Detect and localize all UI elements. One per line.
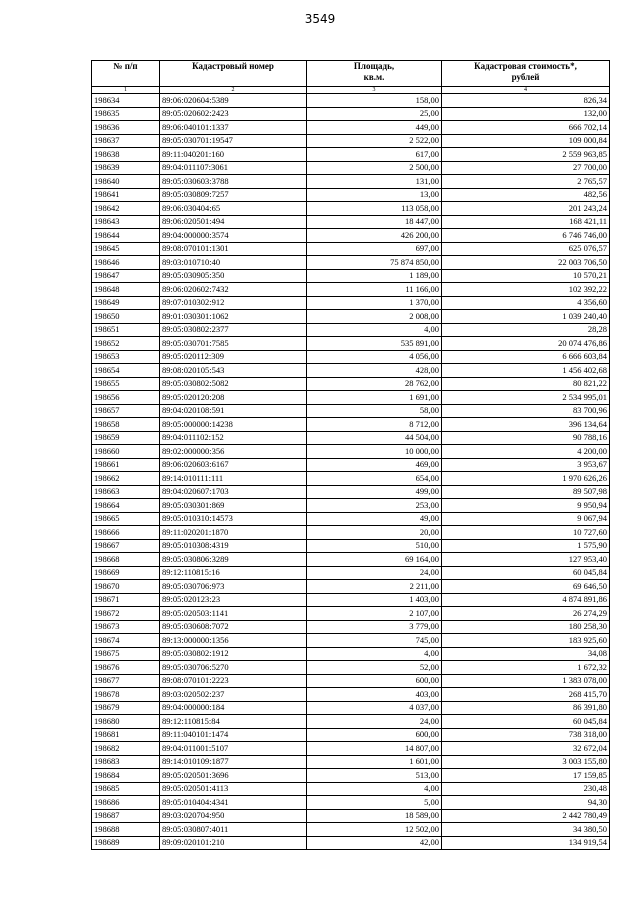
cadastral-value-cell: 2 559 963,85 xyxy=(442,148,610,162)
row-number-cell: 198673 xyxy=(92,620,160,634)
area-cell: 1 601,00 xyxy=(307,755,442,769)
cadastral-value-cell: 3 003 155,80 xyxy=(442,755,610,769)
row-number-cell: 198651 xyxy=(92,323,160,337)
area-cell: 49,00 xyxy=(307,512,442,526)
table-row xyxy=(92,269,610,283)
row-number-cell: 198655 xyxy=(92,377,160,391)
table-row xyxy=(92,701,610,715)
table-row xyxy=(92,472,610,486)
row-number-cell: 198657 xyxy=(92,404,160,418)
cadastral-value-cell: 26 274,29 xyxy=(442,607,610,621)
cadastral-number-cell: 89:08:070101:1301 xyxy=(160,242,307,256)
cadastral-number-cell: 89:05:010308:4319 xyxy=(160,539,307,553)
table-row xyxy=(92,674,610,688)
row-number-cell: 198653 xyxy=(92,350,160,364)
cadastral-value-cell: 10 727,60 xyxy=(442,526,610,540)
cadastral-value-cell: 201 243,24 xyxy=(442,202,610,216)
area-cell: 253,00 xyxy=(307,499,442,513)
cadastral-number-cell: 89:05:030706:5270 xyxy=(160,661,307,675)
cadastral-value-cell: 4 874 891,86 xyxy=(442,593,610,607)
table-row xyxy=(92,620,610,634)
cadastral-value-cell: 2 442 780,49 xyxy=(442,809,610,823)
area-cell: 4,00 xyxy=(307,647,442,661)
cadastral-value-cell: 34 380,50 xyxy=(442,823,610,837)
cadastral-value-cell: 826,34 xyxy=(442,94,610,108)
row-number-cell: 198671 xyxy=(92,593,160,607)
table-row xyxy=(92,634,610,648)
area-cell: 8 712,00 xyxy=(307,418,442,432)
table-row xyxy=(92,296,610,310)
table-row xyxy=(92,580,610,594)
cadastral-number-cell: 89:07:010302:912 xyxy=(160,296,307,310)
row-number-cell: 198656 xyxy=(92,391,160,405)
table-row xyxy=(92,755,610,769)
table-row xyxy=(92,769,610,783)
table-row xyxy=(92,175,610,189)
column-number: 3 xyxy=(307,87,442,94)
cadastral-number-cell: 89:05:020503:1141 xyxy=(160,607,307,621)
row-number-cell: 198642 xyxy=(92,202,160,216)
cadastral-number-cell: 89:05:030806:3289 xyxy=(160,553,307,567)
cadastral-value-cell: 1 970 626,26 xyxy=(442,472,610,486)
table-row xyxy=(92,256,610,270)
row-number-cell: 198665 xyxy=(92,512,160,526)
cadastral-value-cell: 102 392,22 xyxy=(442,283,610,297)
table-row xyxy=(92,188,610,202)
column-number-row xyxy=(92,87,610,94)
cadastral-number-cell: 89:06:030404:65 xyxy=(160,202,307,216)
cadastral-number-cell: 89:04:011102:152 xyxy=(160,431,307,445)
area-cell: 158,00 xyxy=(307,94,442,108)
cadastral-number-cell: 89:09:020101:210 xyxy=(160,836,307,850)
area-cell: 535 891,00 xyxy=(307,337,442,351)
row-number-cell: 198644 xyxy=(92,229,160,243)
cadastral-number-cell: 89:05:020602:2423 xyxy=(160,107,307,121)
area-cell: 58,00 xyxy=(307,404,442,418)
area-cell: 499,00 xyxy=(307,485,442,499)
cadastral-value-cell: 34,08 xyxy=(442,647,610,661)
area-cell: 513,00 xyxy=(307,769,442,783)
row-number-cell: 198681 xyxy=(92,728,160,742)
area-cell: 2 107,00 xyxy=(307,607,442,621)
cadastral-number-cell: 89:05:020120:208 xyxy=(160,391,307,405)
table-row xyxy=(92,715,610,729)
row-number-cell: 198677 xyxy=(92,674,160,688)
area-cell: 24,00 xyxy=(307,566,442,580)
cadastral-number-cell: 89:05:030301:869 xyxy=(160,499,307,513)
area-cell: 52,00 xyxy=(307,661,442,675)
area-cell: 69 164,00 xyxy=(307,553,442,567)
area-cell: 654,00 xyxy=(307,472,442,486)
cadastral-value-cell: 738 318,00 xyxy=(442,728,610,742)
cadastral-number-cell: 89:05:030603:3788 xyxy=(160,175,307,189)
cadastral-number-cell: 89:11:040101:1474 xyxy=(160,728,307,742)
area-cell: 428,00 xyxy=(307,364,442,378)
cadastral-number-cell: 89:11:040201:160 xyxy=(160,148,307,162)
cadastral-number-cell: 89:05:030802:1912 xyxy=(160,647,307,661)
row-number-cell: 198668 xyxy=(92,553,160,567)
cadastral-table xyxy=(91,60,610,850)
area-cell: 1 691,00 xyxy=(307,391,442,405)
cadastral-number-cell: 89:05:030905:350 xyxy=(160,269,307,283)
area-cell: 28 762,00 xyxy=(307,377,442,391)
cadastral-number-cell: 89:03:020704:950 xyxy=(160,809,307,823)
row-number-cell: 198660 xyxy=(92,445,160,459)
area-cell: 449,00 xyxy=(307,121,442,135)
cadastral-number-cell: 89:04:011001:5107 xyxy=(160,742,307,756)
table-row xyxy=(92,107,610,121)
cadastral-number-cell: 89:03:020502:237 xyxy=(160,688,307,702)
table-row xyxy=(92,215,610,229)
cadastral-value-cell: 1 383 078,00 xyxy=(442,674,610,688)
header-cadastral-number: Кадастровый номер xyxy=(160,61,307,87)
table-row xyxy=(92,94,610,108)
row-number-cell: 198678 xyxy=(92,688,160,702)
column-number: 1 xyxy=(92,87,160,94)
cadastral-number-cell: 89:05:030809:7257 xyxy=(160,188,307,202)
area-cell: 10 000,00 xyxy=(307,445,442,459)
cadastral-number-cell: 89:13:000000:1356 xyxy=(160,634,307,648)
cadastral-number-cell: 89:04:020607:1703 xyxy=(160,485,307,499)
table-row xyxy=(92,796,610,810)
area-cell: 697,00 xyxy=(307,242,442,256)
cadastral-value-cell: 134 919,54 xyxy=(442,836,610,850)
cadastral-value-cell: 60 045,84 xyxy=(442,715,610,729)
cadastral-value-cell: 27 700,00 xyxy=(442,161,610,175)
row-number-cell: 198670 xyxy=(92,580,160,594)
cadastral-value-cell: 2 765,57 xyxy=(442,175,610,189)
table-row xyxy=(92,728,610,742)
area-cell: 12 502,00 xyxy=(307,823,442,837)
cadastral-value-cell: 230,48 xyxy=(442,782,610,796)
cadastral-value-cell: 90 788,16 xyxy=(442,431,610,445)
cadastral-value-cell: 625 076,57 xyxy=(442,242,610,256)
area-cell: 426 200,00 xyxy=(307,229,442,243)
area-cell: 75 874 850,00 xyxy=(307,256,442,270)
cadastral-number-cell: 89:02:000000:356 xyxy=(160,445,307,459)
row-number-cell: 198674 xyxy=(92,634,160,648)
row-number-cell: 198683 xyxy=(92,755,160,769)
area-cell: 24,00 xyxy=(307,715,442,729)
cadastral-number-cell: 89:05:030701:19547 xyxy=(160,134,307,148)
cadastral-number-cell: 89:05:020123:23 xyxy=(160,593,307,607)
header-cadastral-value: Кадастровая стоимость*, рублей xyxy=(442,61,610,87)
table-row xyxy=(92,458,610,472)
row-number-cell: 198684 xyxy=(92,769,160,783)
cadastral-value-cell: 109 000,84 xyxy=(442,134,610,148)
cadastral-value-cell: 4 200,00 xyxy=(442,445,610,459)
cadastral-value-cell: 6 746 746,00 xyxy=(442,229,610,243)
table-row xyxy=(92,499,610,513)
row-number-cell: 198652 xyxy=(92,337,160,351)
row-number-cell: 198637 xyxy=(92,134,160,148)
cadastral-value-cell: 10 570,21 xyxy=(442,269,610,283)
table-row xyxy=(92,553,610,567)
row-number-cell: 198688 xyxy=(92,823,160,837)
area-cell: 18 589,00 xyxy=(307,809,442,823)
area-cell: 1 189,00 xyxy=(307,269,442,283)
cadastral-value-cell: 9 067,94 xyxy=(442,512,610,526)
table-row xyxy=(92,323,610,337)
row-number-cell: 198679 xyxy=(92,701,160,715)
cadastral-number-cell: 89:05:030701:7585 xyxy=(160,337,307,351)
area-cell: 3 779,00 xyxy=(307,620,442,634)
row-number-cell: 198664 xyxy=(92,499,160,513)
table-row xyxy=(92,134,610,148)
table-row xyxy=(92,445,610,459)
table-row xyxy=(92,688,610,702)
row-number-cell: 198686 xyxy=(92,796,160,810)
row-number-cell: 198666 xyxy=(92,526,160,540)
table-row xyxy=(92,364,610,378)
area-cell: 745,00 xyxy=(307,634,442,648)
table-row xyxy=(92,337,610,351)
area-cell: 403,00 xyxy=(307,688,442,702)
table-row xyxy=(92,593,610,607)
cadastral-value-cell: 94,30 xyxy=(442,796,610,810)
table-row xyxy=(92,526,610,540)
row-number-cell: 198647 xyxy=(92,269,160,283)
row-number-cell: 198635 xyxy=(92,107,160,121)
area-cell: 131,00 xyxy=(307,175,442,189)
table-row xyxy=(92,647,610,661)
table-row xyxy=(92,377,610,391)
area-cell: 617,00 xyxy=(307,148,442,162)
cadastral-value-cell: 2 534 995,01 xyxy=(442,391,610,405)
row-number-cell: 198685 xyxy=(92,782,160,796)
row-number-cell: 198634 xyxy=(92,94,160,108)
cadastral-number-cell: 89:14:010111:111 xyxy=(160,472,307,486)
cadastral-value-cell: 20 074 476,86 xyxy=(442,337,610,351)
cadastral-number-cell: 89:05:020112:309 xyxy=(160,350,307,364)
cadastral-value-cell: 666 702,14 xyxy=(442,121,610,135)
cadastral-value-cell: 86 391,80 xyxy=(442,701,610,715)
table-row xyxy=(92,148,610,162)
row-number-cell: 198669 xyxy=(92,566,160,580)
area-cell: 600,00 xyxy=(307,728,442,742)
cadastral-value-cell: 17 159,85 xyxy=(442,769,610,783)
table-row xyxy=(92,809,610,823)
row-number-cell: 198658 xyxy=(92,418,160,432)
table-row xyxy=(92,121,610,135)
table-row xyxy=(92,607,610,621)
area-cell: 25,00 xyxy=(307,107,442,121)
cadastral-number-cell: 89:05:020501:4113 xyxy=(160,782,307,796)
row-number-cell: 198645 xyxy=(92,242,160,256)
row-number-cell: 198636 xyxy=(92,121,160,135)
cadastral-number-cell: 89:05:000000:14238 xyxy=(160,418,307,432)
cadastral-value-cell: 9 950,94 xyxy=(442,499,610,513)
cadastral-value-cell: 180 258,30 xyxy=(442,620,610,634)
table-row xyxy=(92,202,610,216)
area-cell: 469,00 xyxy=(307,458,442,472)
cadastral-value-cell: 83 700,96 xyxy=(442,404,610,418)
area-cell: 510,00 xyxy=(307,539,442,553)
area-cell: 4,00 xyxy=(307,323,442,337)
area-cell: 42,00 xyxy=(307,836,442,850)
cadastral-number-cell: 89:06:020604:5389 xyxy=(160,94,307,108)
row-number-cell: 198667 xyxy=(92,539,160,553)
area-cell: 2 522,00 xyxy=(307,134,442,148)
table-row xyxy=(92,310,610,324)
cadastral-number-cell: 89:05:030802:2377 xyxy=(160,323,307,337)
area-cell: 1 403,00 xyxy=(307,593,442,607)
row-number-cell: 198676 xyxy=(92,661,160,675)
row-number-cell: 198675 xyxy=(92,647,160,661)
area-cell: 11 166,00 xyxy=(307,283,442,297)
cadastral-number-cell: 89:11:020201:1870 xyxy=(160,526,307,540)
table-row xyxy=(92,485,610,499)
cadastral-number-cell: 89:12:110815:84 xyxy=(160,715,307,729)
cadastral-number-cell: 89:05:010310:14573 xyxy=(160,512,307,526)
table-row xyxy=(92,404,610,418)
cadastral-value-cell: 183 925,60 xyxy=(442,634,610,648)
table-row xyxy=(92,431,610,445)
header-area: Площадь, кв.м. xyxy=(307,61,442,87)
table-row xyxy=(92,661,610,675)
header-row-number: № п/п xyxy=(92,61,160,87)
table-row xyxy=(92,161,610,175)
cadastral-number-cell: 89:01:030301:1062 xyxy=(160,310,307,324)
table-row xyxy=(92,229,610,243)
row-number-cell: 198689 xyxy=(92,836,160,850)
cadastral-value-cell: 80 821,22 xyxy=(442,377,610,391)
table-row xyxy=(92,823,610,837)
area-cell: 1 370,00 xyxy=(307,296,442,310)
cadastral-number-cell: 89:04:000000:3574 xyxy=(160,229,307,243)
area-cell: 2 500,00 xyxy=(307,161,442,175)
cadastral-number-cell: 89:04:011107:3061 xyxy=(160,161,307,175)
area-cell: 4 056,00 xyxy=(307,350,442,364)
row-number-cell: 198680 xyxy=(92,715,160,729)
column-number: 2 xyxy=(160,87,307,94)
cadastral-number-cell: 89:05:030608:7072 xyxy=(160,620,307,634)
area-cell: 4 037,00 xyxy=(307,701,442,715)
cadastral-value-cell: 6 666 603,84 xyxy=(442,350,610,364)
row-number-cell: 198662 xyxy=(92,472,160,486)
row-number-cell: 198654 xyxy=(92,364,160,378)
cadastral-value-cell: 89 507,98 xyxy=(442,485,610,499)
row-number-cell: 198661 xyxy=(92,458,160,472)
cadastral-value-cell: 22 003 706,50 xyxy=(442,256,610,270)
area-cell: 18 447,00 xyxy=(307,215,442,229)
cadastral-number-cell: 89:06:020501:494 xyxy=(160,215,307,229)
row-number-cell: 198641 xyxy=(92,188,160,202)
cadastral-number-cell: 89:03:010710:40 xyxy=(160,256,307,270)
table-body xyxy=(92,94,610,850)
area-cell: 600,00 xyxy=(307,674,442,688)
table-row xyxy=(92,418,610,432)
row-number-cell: 198646 xyxy=(92,256,160,270)
area-cell: 14 807,00 xyxy=(307,742,442,756)
area-cell: 2 211,00 xyxy=(307,580,442,594)
cadastral-value-cell: 3 953,67 xyxy=(442,458,610,472)
cadastral-number-cell: 89:12:110815:16 xyxy=(160,566,307,580)
cadastral-number-cell: 89:06:020603:6167 xyxy=(160,458,307,472)
row-number-cell: 198640 xyxy=(92,175,160,189)
row-number-cell: 198682 xyxy=(92,742,160,756)
area-cell: 2 008,00 xyxy=(307,310,442,324)
row-number-cell: 198648 xyxy=(92,283,160,297)
row-number-cell: 198687 xyxy=(92,809,160,823)
row-number-cell: 198649 xyxy=(92,296,160,310)
cadastral-value-cell: 127 953,40 xyxy=(442,553,610,567)
cadastral-value-cell: 4 356,60 xyxy=(442,296,610,310)
cadastral-value-cell: 69 646,50 xyxy=(442,580,610,594)
row-number-cell: 198643 xyxy=(92,215,160,229)
cadastral-value-cell: 32 672,04 xyxy=(442,742,610,756)
cadastral-number-cell: 89:06:040101:1337 xyxy=(160,121,307,135)
area-cell: 113 058,00 xyxy=(307,202,442,216)
cadastral-number-cell: 89:05:030802:5082 xyxy=(160,377,307,391)
cadastral-value-cell: 1 575,90 xyxy=(442,539,610,553)
page-number: 3549 xyxy=(304,12,336,26)
table-row xyxy=(92,566,610,580)
cadastral-value-cell: 482,56 xyxy=(442,188,610,202)
cadastral-number-cell: 89:08:020105:543 xyxy=(160,364,307,378)
table-row xyxy=(92,512,610,526)
table-row xyxy=(92,539,610,553)
table-header-row xyxy=(92,61,610,87)
area-cell: 20,00 xyxy=(307,526,442,540)
cadastral-number-cell: 89:05:020501:3696 xyxy=(160,769,307,783)
cadastral-number-cell: 89:08:070101:2223 xyxy=(160,674,307,688)
row-number-cell: 198672 xyxy=(92,607,160,621)
cadastral-value-cell: 1 672,32 xyxy=(442,661,610,675)
cadastral-number-cell: 89:04:000000:184 xyxy=(160,701,307,715)
row-number-cell: 198639 xyxy=(92,161,160,175)
cadastral-value-cell: 132,00 xyxy=(442,107,610,121)
table-row xyxy=(92,836,610,850)
table-row xyxy=(92,283,610,297)
cadastral-value-cell: 1 456 402,68 xyxy=(442,364,610,378)
row-number-cell: 198663 xyxy=(92,485,160,499)
area-cell: 13,00 xyxy=(307,188,442,202)
table-row xyxy=(92,782,610,796)
cadastral-number-cell: 89:05:030807:4011 xyxy=(160,823,307,837)
row-number-cell: 198659 xyxy=(92,431,160,445)
area-cell: 4,00 xyxy=(307,782,442,796)
table-row xyxy=(92,242,610,256)
row-number-cell: 198650 xyxy=(92,310,160,324)
cadastral-value-cell: 1 039 240,40 xyxy=(442,310,610,324)
cadastral-value-cell: 28,28 xyxy=(442,323,610,337)
column-number: 4 xyxy=(442,87,610,94)
cadastral-value-cell: 168 421,11 xyxy=(442,215,610,229)
area-cell: 44 504,00 xyxy=(307,431,442,445)
cadastral-number-cell: 89:04:020108:591 xyxy=(160,404,307,418)
cadastral-value-cell: 268 415,70 xyxy=(442,688,610,702)
table-row xyxy=(92,742,610,756)
area-cell: 5,00 xyxy=(307,796,442,810)
cadastral-number-cell: 89:06:020602:7432 xyxy=(160,283,307,297)
table-row xyxy=(92,350,610,364)
cadastral-number-cell: 89:14:010109:1877 xyxy=(160,755,307,769)
cadastral-value-cell: 60 045,84 xyxy=(442,566,610,580)
table-row xyxy=(92,391,610,405)
cadastral-number-cell: 89:05:010404:4341 xyxy=(160,796,307,810)
cadastral-number-cell: 89:05:030706:973 xyxy=(160,580,307,594)
cadastral-value-cell: 396 134,64 xyxy=(442,418,610,432)
row-number-cell: 198638 xyxy=(92,148,160,162)
